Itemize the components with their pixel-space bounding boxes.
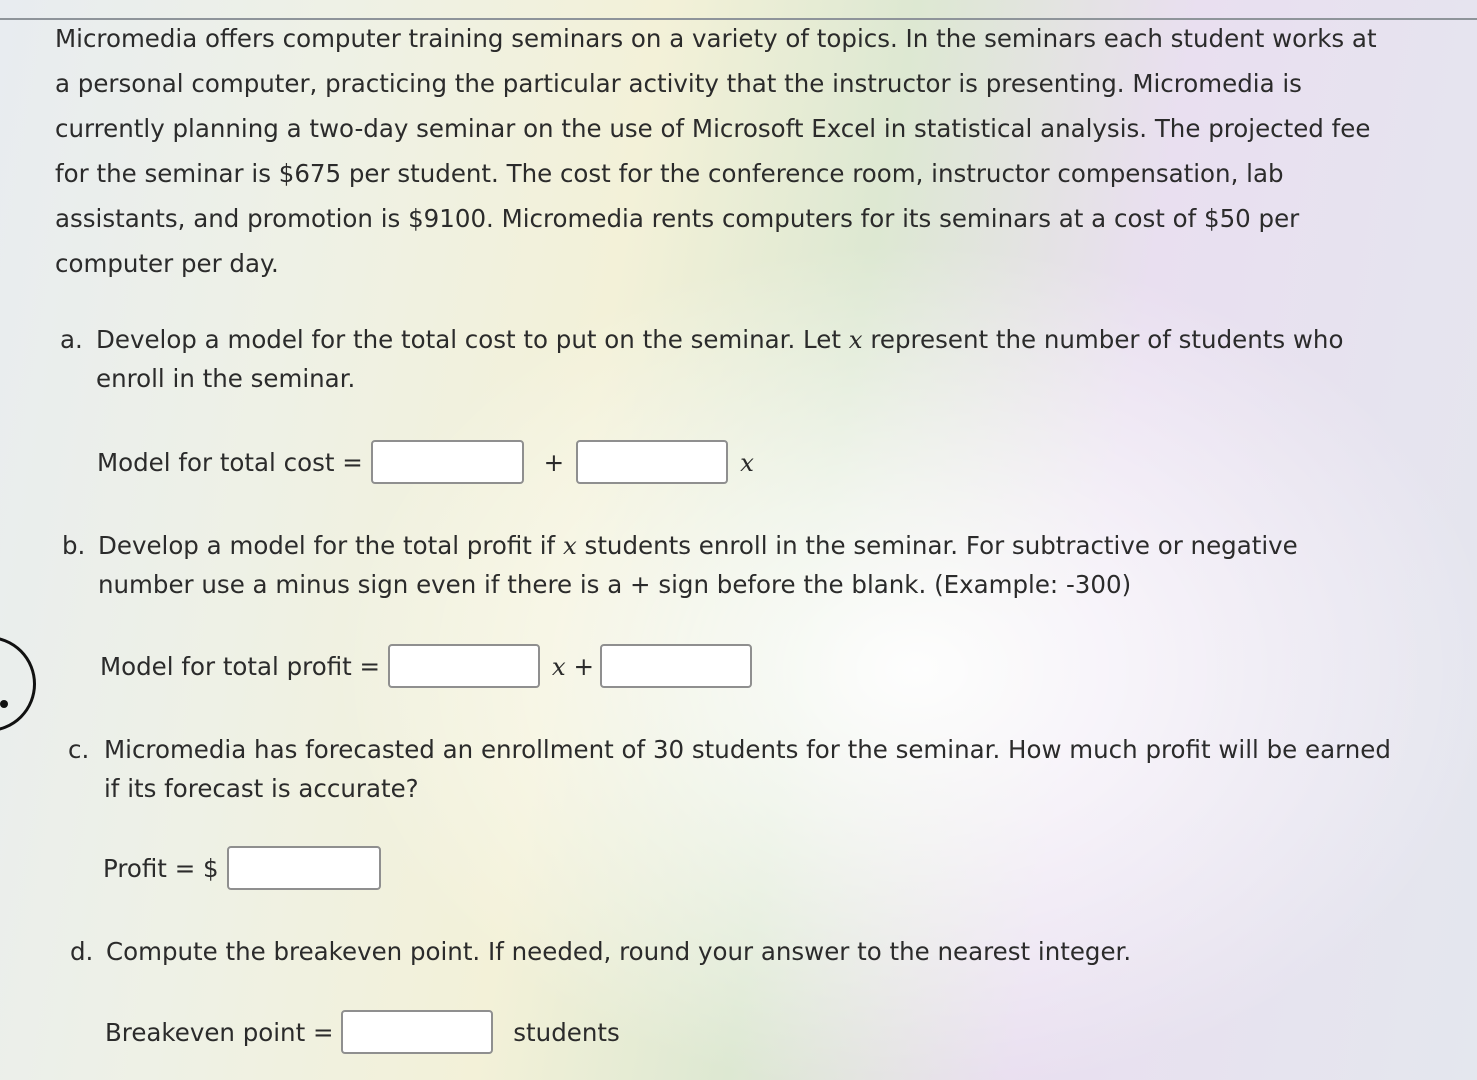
part-b-text-2: students enroll in the seminar. For subtractive or negative [576, 531, 1298, 560]
statement-line: computer per day. [55, 249, 279, 278]
problem-statement [55, 16, 1465, 286]
plus-sign: + [543, 447, 565, 477]
breakeven-unit: students [513, 1017, 620, 1047]
total-cost-model-row [97, 440, 754, 484]
plus-sign: + [565, 651, 595, 681]
profit-row [103, 846, 381, 890]
part-b-variable: x [562, 531, 577, 560]
statement-line: assistants, and promotion is $9100. Micromedia rents computers for its seminars at a cost of $50 per [55, 204, 1300, 233]
side-tab-circle[interactable] [0, 636, 36, 732]
part-d-text: Compute the breakeven point. If needed, round your answer to the nearest integer. [106, 937, 1132, 966]
part-b-text-line2: number use a minus sign even if there is a + sign before the blank. (Example: -300) [98, 570, 1132, 599]
side-tab-dot [0, 700, 8, 708]
part-d-label: d. [70, 937, 94, 966]
profit-label: Profit = $ [103, 853, 219, 883]
breakeven-input[interactable] [341, 1010, 493, 1054]
total-profit-variable-input[interactable] [388, 644, 540, 688]
part-a-text-line2: enroll in the seminar. [96, 364, 356, 393]
breakeven-label: Breakeven point = [105, 1017, 342, 1047]
part-a-text [96, 325, 1343, 354]
statement-line: currently planning a two-day seminar on the use of Microsoft Excel in statistical analysis. The projected fee [55, 114, 1371, 143]
part-a-text-1: Develop a model for the total cost to put on the seminar. Let [96, 325, 849, 354]
breakeven-row [105, 1010, 620, 1054]
part-b-text-1: Develop a model for the total profit if [98, 531, 563, 560]
part-c-text-line2: if its forecast is accurate? [104, 774, 419, 803]
total-profit-fixed-input[interactable] [600, 644, 752, 688]
part-a-label: a. [60, 325, 83, 354]
part-b-question [62, 526, 1298, 604]
part-c-question [68, 730, 1391, 808]
part-b-label: b. [62, 531, 86, 560]
part-a-variable: x [848, 325, 863, 354]
total-profit-model-row [100, 644, 752, 688]
variable-x: x [740, 447, 754, 477]
statement-line: Micromedia offers computer training seminars on a variety of topics. In the seminars each student works at [55, 24, 1377, 53]
part-b-text [98, 531, 1298, 560]
part-a-text-2: represent the number of students who [862, 325, 1344, 354]
part-a-question [60, 320, 1343, 398]
part-d-question [70, 932, 1131, 971]
statement-line: a personal computer, practicing the particular activity that the instructor is presenting. Micromedia is [55, 69, 1302, 98]
statement-line: for the seminar is $675 per student. The cost for the conference room, instructor compensation, lab [55, 159, 1284, 188]
total-cost-fixed-input[interactable] [371, 440, 524, 484]
part-c-text: Micromedia has forecasted an enrollment of 30 students for the seminar. How much profit will be earned [104, 735, 1391, 764]
profit-input[interactable] [227, 846, 381, 890]
total-cost-label: Model for total cost = [97, 447, 371, 477]
part-c-label: c. [68, 735, 90, 764]
total-profit-label: Model for total profit = [100, 651, 388, 681]
variable-x: x [551, 651, 566, 681]
total-cost-variable-input[interactable] [576, 440, 728, 484]
